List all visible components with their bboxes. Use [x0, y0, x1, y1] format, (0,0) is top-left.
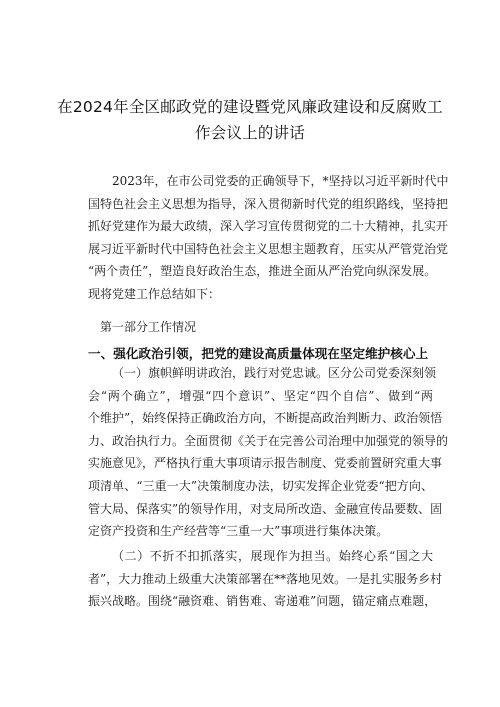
paragraph-line: 2023年，在市公司党委的正确领导下，*坚持以习近平新时代中: [112, 174, 449, 188]
paragraph-line: 抓好党建作为最大政绩，深入学习宣传贯彻党的二十大精神，扎实开: [88, 219, 449, 234]
paragraph-line: 定资产投资和生产经营等“三重一大”事项进行集体决策。: [88, 524, 389, 539]
paragraph-line: 管大局、保落实”的领导作用，对支局所改造、金融宣传品要数、固: [88, 501, 443, 516]
paragraph-line: 实施意见》，严格执行重大事项请示报告制度、党委前置研究重大事: [88, 456, 443, 471]
section-heading: 一、强化政治引领，把党的建设高质量体现在坚定维护核心上: [88, 346, 429, 361]
paragraph-line: 振兴战略。围绕“融资难、销售难、寄递难”问题，锚定痛点难题，: [88, 594, 437, 609]
document-title-line-1: 在2024年全区邮政党的建设暨党风廉政建设和反腐败工: [57, 98, 443, 116]
paragraph-line: 会“两个确立”，增强“四个意识”、坚定“四个自信”、做到“两: [88, 388, 433, 403]
paragraph-line: 现将党建工作总结如下：: [88, 287, 221, 301]
paragraph-line: 国特色社会主义思想为指导，深入贯彻新时代党的组织路线，坚持把: [88, 196, 449, 211]
document-title-line-2: 作会议上的讲话: [195, 124, 305, 142]
paragraph-line: （二）不折不扣抓落实，展现作为担当。始终心系“国之大: [112, 549, 433, 563]
paragraph-line: 者”，大力推动上级重大决策部署在**落地见效。一是扎实服务乡村: [88, 571, 443, 586]
part-heading: 第一部分工作情况: [100, 320, 197, 334]
paragraph-line: 力、政治执行力。全面贯彻《关于在完善公司治理中加强党的领导的: [88, 433, 449, 448]
paragraph-line: 展习近平新时代中国特色社会主义思想主题教育，压实从严管党治党: [88, 241, 449, 256]
paragraph-line: （一）旗帜鲜明讲政治，践行对党忠诚。区分公司党委深刻领: [112, 366, 437, 380]
paragraph-line: 项清单、“三重一大”决策制度办法，切实发挥企业党委“把方向、: [88, 479, 433, 493]
paragraph-line: 个维护”，始终保持正确政治方向，不断提高政治判断力、政治领悟: [88, 411, 443, 426]
paragraph-line: “两个责任”，塑造良好政治生态，推进全面从严治党向纵深发展。: [88, 264, 437, 279]
